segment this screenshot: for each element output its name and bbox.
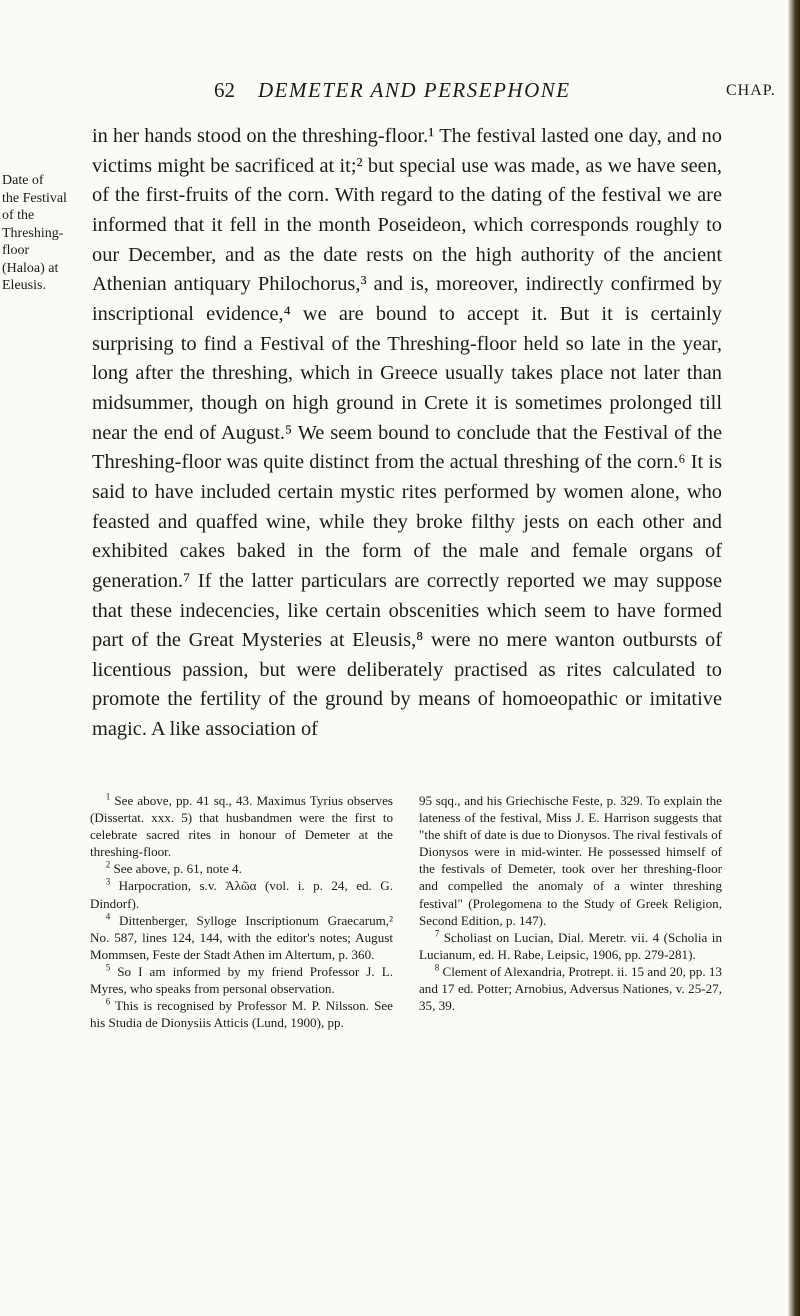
margin-note-line: of the <box>2 208 35 223</box>
margin-note-line: Eleusis. <box>2 278 46 293</box>
footnote <box>90 912 393 963</box>
footnotes-right-column <box>419 792 722 1014</box>
footnotes <box>90 792 722 1292</box>
footnote-text: Dittenberger, Sylloge Inscriptionum Graecarum,² No. 587, lines 124, 144, with the editor's notes; August Mommsen, Feste der Stadt Athen im Altertum, p. 360. <box>90 912 393 962</box>
chapter-label: CHAP. <box>726 82 776 99</box>
footnote <box>90 997 393 1031</box>
footnote <box>90 792 393 860</box>
body-paragraph: in her hands stood on the threshing-floor.¹ The festival lasted one day, and no victims might be sacrificed at it;² but special use was made, as we have seen, of the first-fruits of the corn. With regard to the dating of the festival we are informed that it fell in the month Poseideon, which corresponds roughly to our December, and as the date rests on the high authority of the ancient Athenian antiquary Philochorus,³ and is, moreover, indirectly confirmed by inscriptional evidence,⁴ we are bound to accept it. But it is certainly surprising to find a Festival of the Threshing-floor held so late in the year, long after the threshing, which in Greece usually takes place not later than midsummer, though on high ground in Crete it is sometimes prolonged till near the end of August.⁵ We seem bound to conclude that the Festival of the Threshing-floor was quite distinct from the actual threshing of the corn.⁶ It is said to have included certain mystic rites performed by women alone, who feasted and quaffed wine, while they broke filthy jests on each other and exhibited cakes baked in the form of the male and female organs of generation.⁷ If the latter particulars are correctly reported we may suppose that these indecencies, like certain obscenities which seem to have formed part of the Great Mysteries at Eleusis,⁸ were no mere wanton outbursts of licentious passion, but were deliberately practised as rites calculated to promote the fertility of the ground by means of homoeopathic or imitative magic. A like association of <box>92 125 722 741</box>
footnote-number: 5 <box>105 962 111 973</box>
footnote-text: Clement of Alexandria, Protrept. ii. 15 and 20, pp. 13 and 17 ed. Potter; Arnobius, Adversus Nationes, v. 25-27, 35, 39. <box>419 963 722 1014</box>
footnote <box>419 929 722 963</box>
footnote-text: See above, pp. 41 sq., 43. Maximus Tyrius observes (Dissertat. xxx. 5) that husbandmen were the first to celebrate sacred rites in honour of Demeter at the threshing-floor. <box>90 793 394 860</box>
footnote <box>90 877 393 911</box>
margin-note-line: floor <box>2 243 30 258</box>
footnote-number: 2 <box>105 860 111 871</box>
footnote-text: This is recognised by Professor M. P. Nilsson. See his Studia de Dionysiis Atticis (Lund, 1900), pp. <box>90 998 393 1031</box>
margin-note <box>2 172 82 295</box>
page-edge <box>788 0 800 1316</box>
footnote-continuation: 95 sqq., and his Griechische Feste, p. 329. To explain the lateness of the festival, Miss J. E. Harrison suggests that "the shift of date is due to Dionysos. The rival festivals of Dionysos were in mid-winter. He possessed himself of the festivals of Demeter, took over her threshing-floor and compelled the anomaly of a winter threshing festival" (Prolegomena to the Study of Greek Religion, Second Edition, p. 147). <box>419 793 722 928</box>
footnote <box>90 860 393 877</box>
footnote-text: Harpocration, s.v. Ἁλῶα (vol. i. p. 24, ed. G. Dindorf). <box>90 878 394 911</box>
footnote-number: 7 <box>434 928 440 939</box>
page-header <box>0 78 800 108</box>
margin-note-line: Threshing- <box>2 225 64 241</box>
margin-note-line: the Festival <box>2 190 67 206</box>
footnote <box>90 963 393 997</box>
page-number: 62 <box>214 78 235 102</box>
running-title: DEMETER AND PERSEPHONE <box>258 78 571 102</box>
footnote-number: 1 <box>105 791 111 802</box>
footnotes-left-column <box>90 792 393 1031</box>
margin-note-line: Date of <box>2 173 44 188</box>
footnote-number: 8 <box>434 962 440 973</box>
footnote-text: So I am informed by my friend Professor J. L. Myres, who speaks from personal observation. <box>90 963 393 997</box>
footnote-number: 6 <box>105 996 111 1007</box>
footnote-number: 3 <box>105 877 111 888</box>
footnote-number: 4 <box>105 911 111 922</box>
footnote-text: Scholiast on Lucian, Dial. Meretr. vii. 4 (Scholia in Lucianum, ed. H. Rabe, Leipsic, 1906, pp. 279-281). <box>419 929 722 962</box>
footnote <box>419 963 722 1014</box>
footnote-text: See above, p. 61, note 4. <box>113 861 242 877</box>
margin-note-line: (Haloa) at <box>2 260 59 276</box>
